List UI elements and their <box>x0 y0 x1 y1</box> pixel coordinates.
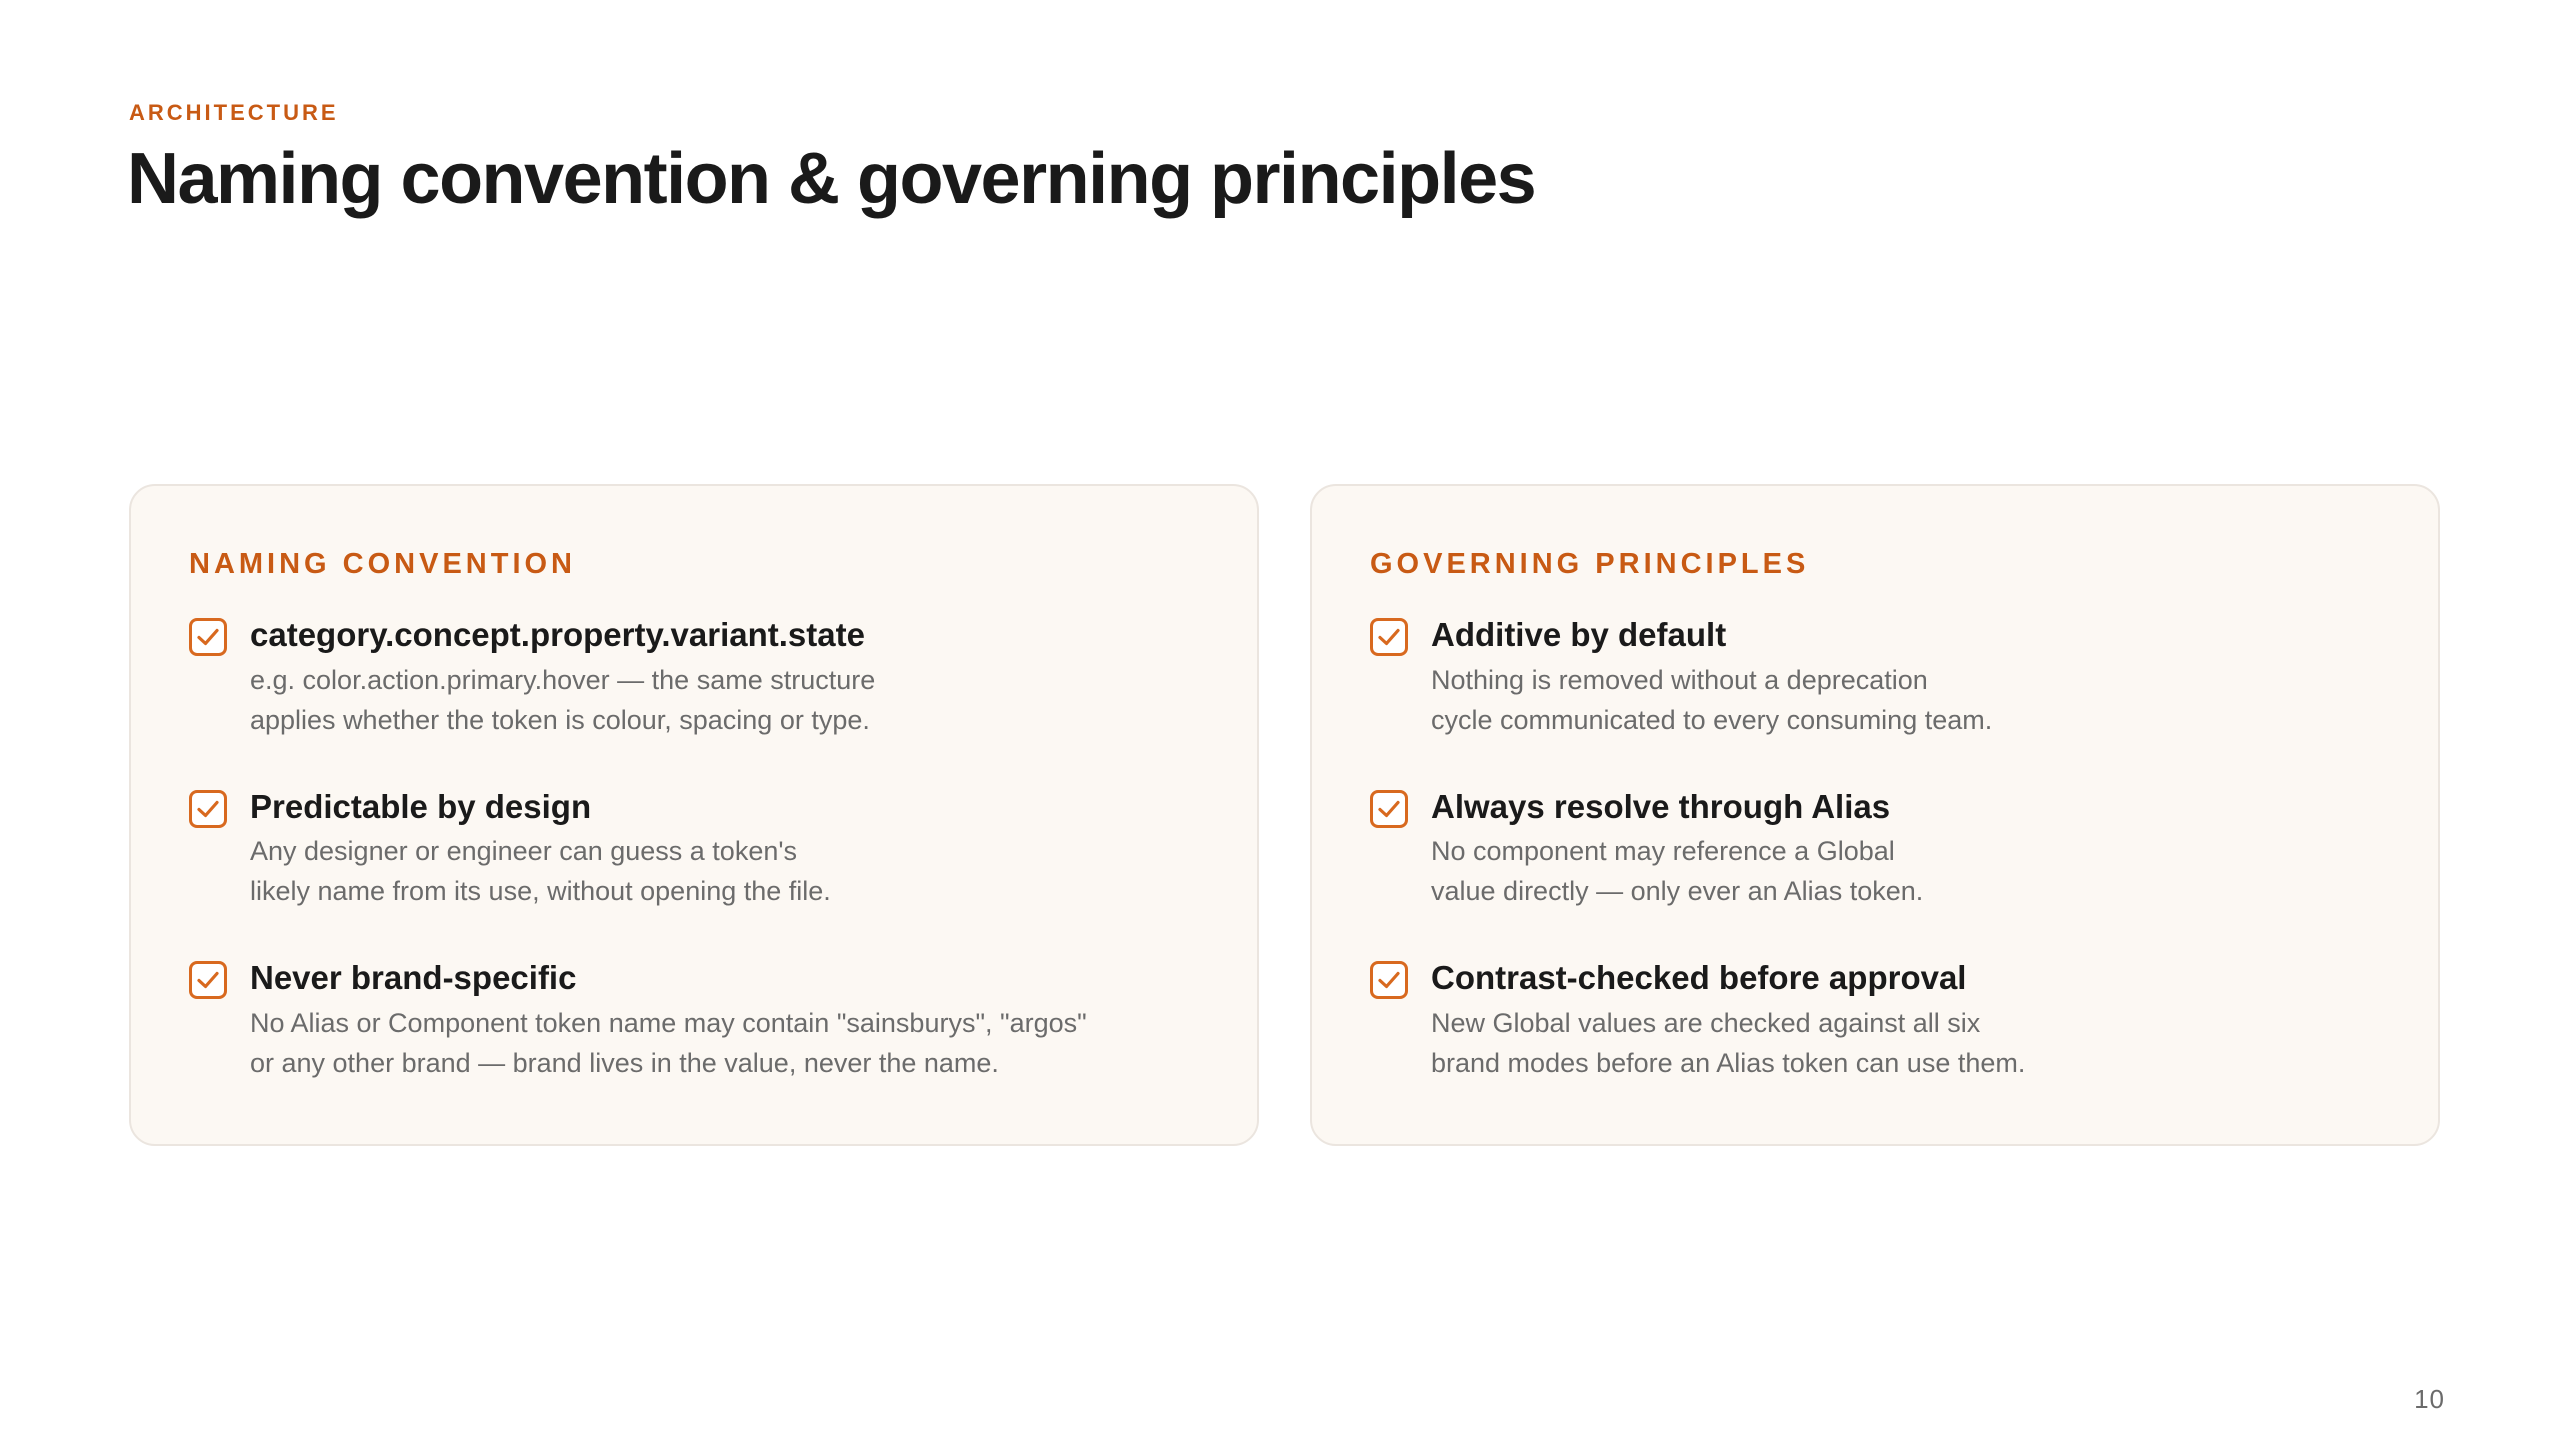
item-description-line: No component may reference a Global <box>1431 836 1895 867</box>
eyebrow-label: ARCHITECTURE <box>129 100 339 125</box>
checkbox-checked-icon <box>1370 961 1408 999</box>
item-description <box>1431 831 1923 911</box>
checkbox-checked-icon <box>189 961 227 999</box>
list-item <box>1370 614 2380 740</box>
list-item <box>189 786 1199 912</box>
page-title: Naming convention & governing principles <box>127 139 1536 219</box>
item-description-line: or any other brand — brand lives in the value, never the name. <box>250 1048 999 1079</box>
item-title: Predictable by design <box>250 787 592 825</box>
governing-principles-card <box>1310 484 2440 1146</box>
item-description <box>250 660 875 740</box>
item-title: Contrast-checked before approval <box>1431 959 1967 997</box>
item-description-line: Nothing is removed without a deprecation <box>1431 664 1928 695</box>
item-description-line: No Alias or Component token name may contain "sainsburys", "argos" <box>250 1008 1087 1039</box>
item-title: Always resolve through Alias <box>1431 787 1891 825</box>
item-title: Additive by default <box>1431 615 1727 653</box>
item-description <box>250 831 831 911</box>
item-description <box>1431 660 1992 740</box>
page-number: 10 <box>2414 1384 2445 1414</box>
item-title: category.concept.property.variant.state <box>250 615 865 653</box>
item-description-line: Any designer or engineer can guess a token's <box>250 836 798 867</box>
checkbox-checked-icon <box>1370 790 1408 828</box>
item-description-line: e.g. color.action.primary.hover — the same structure <box>250 664 876 695</box>
checkbox-checked-icon <box>189 790 227 828</box>
item-description <box>250 1003 1087 1083</box>
checkbox-checked-icon <box>189 618 227 656</box>
list-item <box>189 614 1199 740</box>
naming-convention-card <box>129 484 1259 1146</box>
card-heading: NAMING CONVENTION <box>189 548 576 580</box>
list-item <box>1370 957 2380 1083</box>
item-description-line: value directly — only ever an Alias token. <box>1431 876 1924 907</box>
item-title: Never brand-specific <box>250 959 577 997</box>
list-item <box>189 957 1199 1083</box>
item-description-line: cycle communicated to every consuming team. <box>1431 704 1993 735</box>
card-heading: GOVERNING PRINCIPLES <box>1370 548 1810 580</box>
item-description-line: likely name from its use, without opening the file. <box>250 876 831 907</box>
item-description <box>1431 1003 2025 1083</box>
list-item <box>1370 786 2380 912</box>
item-description-line: New Global values are checked against all six <box>1431 1008 1981 1039</box>
item-description-line: applies whether the token is colour, spacing or type. <box>250 704 870 735</box>
checkbox-checked-icon <box>1370 618 1408 656</box>
item-description-line: brand modes before an Alias token can use them. <box>1431 1048 2026 1079</box>
